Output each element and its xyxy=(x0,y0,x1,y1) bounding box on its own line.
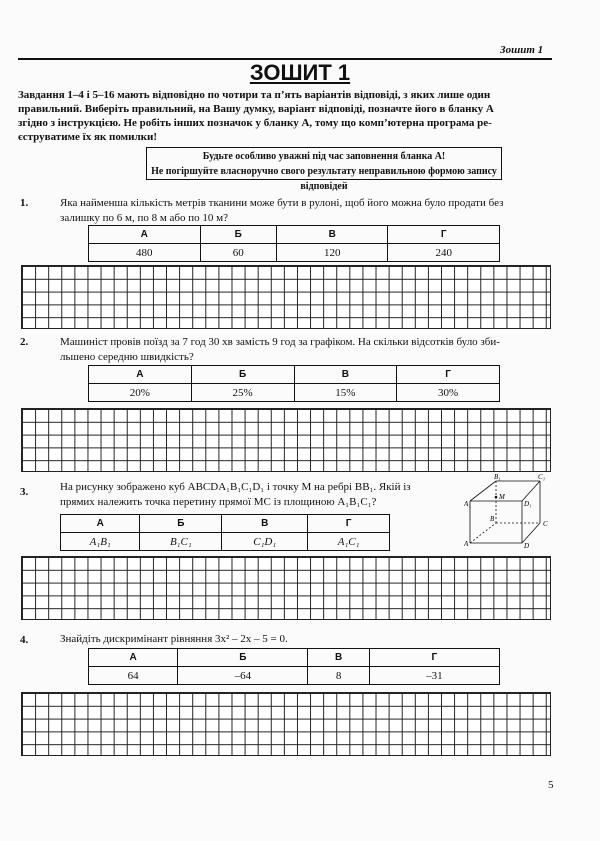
instruction-line: єструватиме їх як помилки! xyxy=(18,131,157,143)
question-text-line: прямих належить точка перетину прямої MC із площиною A₁B₁C₁? xyxy=(60,496,377,508)
question-2-text xyxy=(60,335,552,365)
question-text-line: Яка найменша кількість метрів тканини може бути в рулоні, щоб його можна було продати без xyxy=(60,197,504,209)
option-letter: В xyxy=(276,226,388,244)
option-letter: А xyxy=(61,515,140,533)
question-1-number: 1. xyxy=(20,197,29,209)
cube-label: D₁ xyxy=(524,500,532,508)
option-value: 30% xyxy=(397,384,500,402)
option-value: 15% xyxy=(294,384,397,402)
instructions xyxy=(18,88,552,144)
cube-label: A xyxy=(464,540,469,548)
question-text-line: Знайдіть дискримінант рівняння 3x² – 2x – 5 = 0. xyxy=(60,633,288,645)
option-value: C₁D₁ xyxy=(222,533,308,551)
question-2-draft-grid xyxy=(21,408,551,472)
warning-line: Будьте особливо уважні під час заповнення бланка А! xyxy=(202,151,446,162)
question-4-number: 4. xyxy=(20,634,29,646)
option-value: 60 xyxy=(200,244,276,262)
option-letter: А xyxy=(89,366,192,384)
warning-box xyxy=(146,147,502,192)
option-letter: Б xyxy=(200,226,276,244)
option-letter: Г xyxy=(397,366,500,384)
cube-label: A₁ xyxy=(464,500,471,508)
question-4-answer-table xyxy=(88,648,500,685)
instruction-line: правильний. Виберіть правильний, на Вашу думку, варіант відповіді, позначте його в бланку А xyxy=(18,103,494,115)
cube-label: D xyxy=(524,542,530,549)
option-letter: В xyxy=(294,366,397,384)
question-1-text xyxy=(60,196,552,226)
option-letter: Б xyxy=(140,515,222,533)
option-letter: В xyxy=(308,649,369,667)
option-letter: А xyxy=(89,649,178,667)
cube-diagram xyxy=(464,473,550,549)
question-4-draft-grid xyxy=(21,692,551,756)
notebook-label: Зошит 1 xyxy=(500,44,544,56)
cube-label: M xyxy=(499,493,505,501)
cube-label: B₁ xyxy=(494,473,501,481)
option-value: 240 xyxy=(388,244,500,262)
page-title: ЗОШИТ 1 xyxy=(249,60,351,85)
cube-label: C xyxy=(543,520,548,528)
instruction-line: Завдання 1–4 і 5–16 мають відповідно по чотири та п’ять варіантів відповіді, з яких лише один xyxy=(18,89,491,101)
question-text-line: Машиніст провів поїзд за 7 год 30 хв замість 9 год за графіком. На скільки відсотків було зби- xyxy=(60,336,500,348)
question-3-answer-table xyxy=(60,514,390,551)
question-text-line: На рисунку зображено куб ABCDA₁B₁C₁D₁ і точку M на ребрі BB₁. Якій із xyxy=(60,481,411,493)
instruction-line: згідно з інструкцією. Не робіть інших позначок у бланку А, тому що комп’ютерна програма ре- xyxy=(18,117,492,129)
option-letter: Г xyxy=(308,515,390,533)
option-letter: Г xyxy=(388,226,500,244)
option-value: 8 xyxy=(308,667,369,685)
question-3-text xyxy=(60,480,460,510)
option-value: 480 xyxy=(89,244,201,262)
question-2-answer-table xyxy=(88,365,500,402)
page-number: 5 xyxy=(548,779,554,791)
cube-label: B xyxy=(490,515,495,523)
question-1-answer-table xyxy=(88,225,500,262)
option-value: A₁B₁ xyxy=(61,533,140,551)
question-text-line: залишку по 6 м, по 8 м або по 10 м? xyxy=(60,212,229,224)
option-value: A₁C₁ xyxy=(308,533,390,551)
option-letter: Г xyxy=(369,649,499,667)
question-2-number: 2. xyxy=(20,336,29,348)
question-text-line: льшено середню швидкість? xyxy=(60,351,194,363)
question-1-draft-grid xyxy=(21,265,551,329)
option-letter: Б xyxy=(191,366,294,384)
option-value: 64 xyxy=(89,667,178,685)
option-value: 20% xyxy=(89,384,192,402)
option-letter: В xyxy=(222,515,308,533)
option-value: –64 xyxy=(178,667,308,685)
question-3-draft-grid xyxy=(21,556,551,620)
option-value: –31 xyxy=(369,667,499,685)
cube-label: C₁ xyxy=(538,473,546,481)
question-3-number: 3. xyxy=(20,486,29,498)
question-4-text xyxy=(60,632,552,647)
option-letter: Б xyxy=(178,649,308,667)
option-value: 25% xyxy=(191,384,294,402)
warning-line: Не погіршуйте власноручно свого результату неправильною формою запису відповідей xyxy=(151,166,497,192)
option-value: 120 xyxy=(276,244,388,262)
option-letter: А xyxy=(89,226,201,244)
option-value: B₁C₁ xyxy=(140,533,222,551)
